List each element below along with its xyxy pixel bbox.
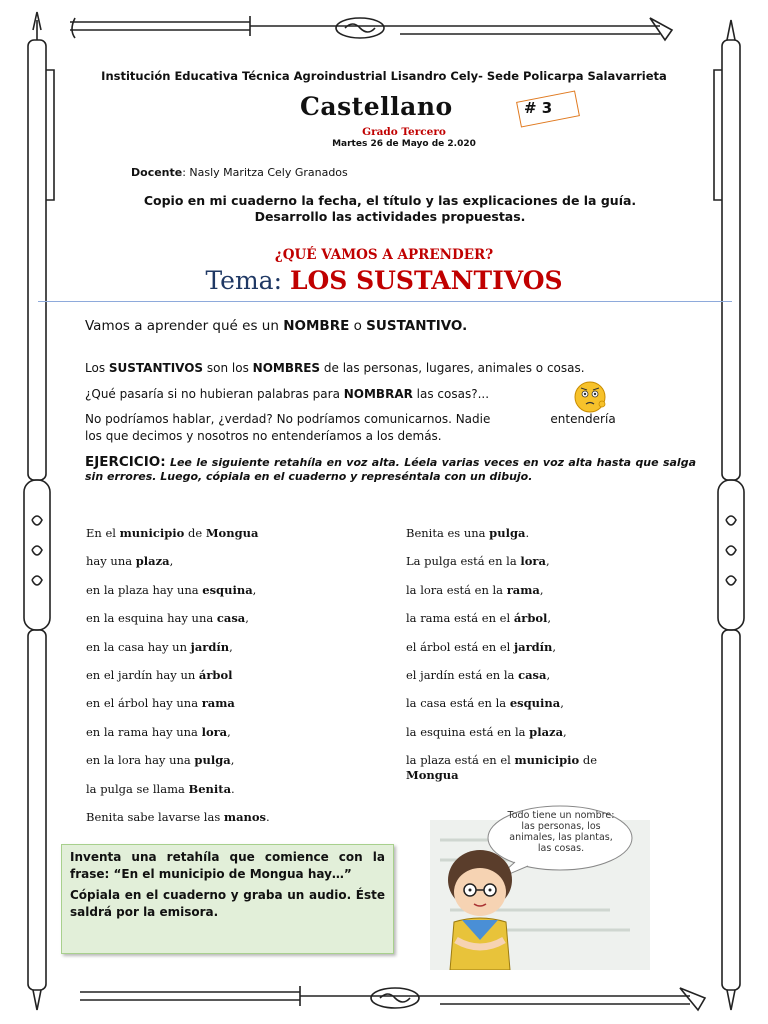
poem-text: de <box>579 753 598 768</box>
poem-keyword: plaza <box>135 554 170 569</box>
poem-keyword: municipio <box>514 753 580 768</box>
poem-keyword: rama <box>201 696 235 711</box>
text-bold: SUSTANTIVOS <box>108 361 204 375</box>
text-part: las cosas?... <box>412 387 490 401</box>
poem-line <box>86 782 235 796</box>
poem-text: Benita es una <box>406 526 490 540</box>
exercise-instructions <box>85 455 696 484</box>
intro-part: o <box>349 318 367 334</box>
poem-text: la lora está en la <box>406 582 507 597</box>
text-part: de las personas, lugares, animales o cosas. <box>320 361 585 375</box>
text-part: No podríamos hablar, ¿verdad? No podríamos comunicarnos. Nadie <box>85 412 491 426</box>
poem-keyword: municipio <box>119 526 185 540</box>
poem-text: , <box>227 724 231 739</box>
poem-text: el árbol está en el <box>406 639 514 654</box>
teacher-label: Docente <box>131 166 183 179</box>
intro-part: Vamos a aprender qué es un <box>85 318 284 334</box>
paragraph-question <box>85 386 489 403</box>
poem-text: en la rama hay una <box>86 724 202 739</box>
poem-text: en la plaza hay una <box>86 582 203 597</box>
poem-line <box>406 725 567 739</box>
text-part: entendería <box>550 412 616 426</box>
text-bold: NOMBRES <box>252 361 321 375</box>
poem-line <box>406 583 544 597</box>
poem-keyword: esquina <box>509 696 561 711</box>
poem-keyword: pulga <box>194 753 231 768</box>
poem-line <box>406 668 550 682</box>
text-bold: NOMBRAR <box>343 387 413 401</box>
poem-keyword: Mongua <box>406 768 459 783</box>
activity-text-2: Cópiala en el cuaderno y graba un audio. Éste saldrá por la emisora. <box>70 888 385 919</box>
topic-heading <box>0 266 768 295</box>
poem-text: , <box>552 639 557 654</box>
poem-keyword: pulga <box>489 526 526 540</box>
poem-line <box>86 640 233 654</box>
teacher-name: : Nasly Maritza Cely Granados <box>182 166 348 179</box>
activity-box <box>61 844 394 954</box>
speech-bubble-text: Todo tiene un nombre: las personas, los animales, las plantas, las cosas. <box>507 810 615 854</box>
poem-text: Benita sabe lavarse las <box>86 810 224 824</box>
poem-text: , <box>546 668 551 682</box>
poem-text: , <box>252 582 257 597</box>
teacher-line <box>131 166 348 179</box>
topic-value: LOS SUSTANTIVOS <box>289 266 563 295</box>
instructions <box>70 193 710 225</box>
poem-line <box>86 725 231 739</box>
poem-keyword: casa <box>518 668 547 682</box>
poem-keyword: lora <box>520 554 546 569</box>
intro-bold: NOMBRE <box>283 318 350 334</box>
left-pen-icon <box>24 12 54 1010</box>
poem-text: en la casa hay un <box>86 639 191 654</box>
poem-keyword: plaza <box>529 724 564 739</box>
intro-text <box>85 318 467 334</box>
poem-line <box>86 583 256 597</box>
poem-line <box>86 554 173 568</box>
poem-text: la rama está en el <box>406 611 514 626</box>
poem-line <box>406 611 551 625</box>
poem-line <box>86 526 258 540</box>
poem-text: en el jardín hay un <box>86 668 199 682</box>
poem-text: , <box>169 554 174 569</box>
learning-question: ¿QUÉ VAMOS A APRENDER? <box>274 247 494 263</box>
poem-keyword: casa <box>216 611 246 626</box>
poem-keyword: árbol <box>513 611 548 626</box>
poem-line <box>406 696 564 710</box>
poem-text: , <box>229 639 233 654</box>
text-part: los que decimos y nosotros no entenderíamos a los demás. <box>85 429 442 443</box>
poem-line <box>86 696 235 710</box>
poem-keyword: manos <box>223 810 267 824</box>
grade-label: Grado Tercero <box>362 126 446 138</box>
exercise-text: Lee le siguiente retahíla en voz alta. Léela varias veces en voz alta hasta que salga sin errores. Luego, cópiala en el cuaderno y represéntala con un dibujo. <box>85 456 696 483</box>
poem-text: en la lora hay una <box>86 753 195 768</box>
poem-text: . <box>266 810 270 824</box>
institution-name: Institución Educativa Técnica Agroindustrial Lisandro Cely- Sede Policarpa Salavarrieta <box>101 69 667 83</box>
page-title: Castellano <box>300 92 453 121</box>
text-part: son los <box>203 361 253 375</box>
poem-text: . <box>525 526 530 540</box>
poem-keyword: árbol <box>198 668 233 682</box>
poem-text: de <box>184 526 206 540</box>
poem-line <box>406 640 556 654</box>
poem-text: La pulga está en la <box>406 554 521 569</box>
poem-line <box>86 753 234 767</box>
poem-text: En el <box>86 526 120 540</box>
poem-text: . <box>231 781 235 796</box>
paragraph-communication <box>85 411 695 445</box>
poem-text: , <box>545 554 550 569</box>
poem-line <box>406 768 459 782</box>
poem-keyword: jardín <box>513 639 553 654</box>
poem-text: la pulga se llama <box>86 781 189 796</box>
poem-line <box>86 611 249 625</box>
poem-keyword: jardín <box>190 639 230 654</box>
text-part: Los <box>85 361 109 375</box>
poem-line <box>406 554 550 568</box>
poem-line <box>406 753 597 767</box>
poem-line <box>86 668 233 682</box>
poem-text: el jardín está en la <box>406 668 519 682</box>
poem-text: , <box>563 724 567 739</box>
poem-keyword: Benita <box>188 781 232 796</box>
poem-text: , <box>245 611 249 626</box>
date-label: Martes 26 de Mayo de 2.020 <box>332 139 476 149</box>
poem-keyword: esquina <box>202 582 253 597</box>
top-pen-icon <box>70 16 672 40</box>
instruction-line-1: Copio en mi cuaderno la fecha, el título y las explicaciones de la guía. <box>143 193 637 208</box>
poem-text: hay una <box>86 554 136 569</box>
poem-text: la casa está en la <box>406 696 510 711</box>
poem-keyword: Mongua <box>205 526 259 540</box>
poem-text: , <box>547 611 552 626</box>
topic-label: Tema: <box>205 266 290 295</box>
poem-line <box>406 526 529 540</box>
instruction-line-2: Desarrollo las actividades propuestas. <box>254 209 526 224</box>
guide-number: # 3 <box>524 99 553 117</box>
thinking-face-icon <box>572 378 608 414</box>
right-pen-icon <box>714 20 744 1010</box>
section-divider <box>38 301 732 302</box>
poem-keyword: lora <box>201 724 228 739</box>
poem-text: , <box>230 753 235 768</box>
poem-text: , <box>539 582 544 597</box>
bottom-pen-icon <box>80 986 705 1010</box>
activity-text-1: Inventa una retahíla que comience con la frase: “En el municipio de Mongua hay…” <box>70 850 385 881</box>
intro-bold: SUSTANTIVO. <box>366 318 468 334</box>
poem-keyword: rama <box>506 582 540 597</box>
poem-text: en el árbol hay una <box>86 696 202 711</box>
text-part: ¿Qué pasaría si no hubieran palabras para <box>85 387 344 401</box>
poem-text: la esquina está en la <box>406 724 530 739</box>
exercise-label: EJERCICIO: <box>85 454 166 470</box>
poem-text: en la esquina hay una <box>86 611 217 626</box>
poem-line <box>86 810 270 824</box>
paragraph-definition <box>85 360 585 377</box>
poem-text: la plaza está en el <box>406 753 515 768</box>
poem-text: , <box>560 696 564 711</box>
